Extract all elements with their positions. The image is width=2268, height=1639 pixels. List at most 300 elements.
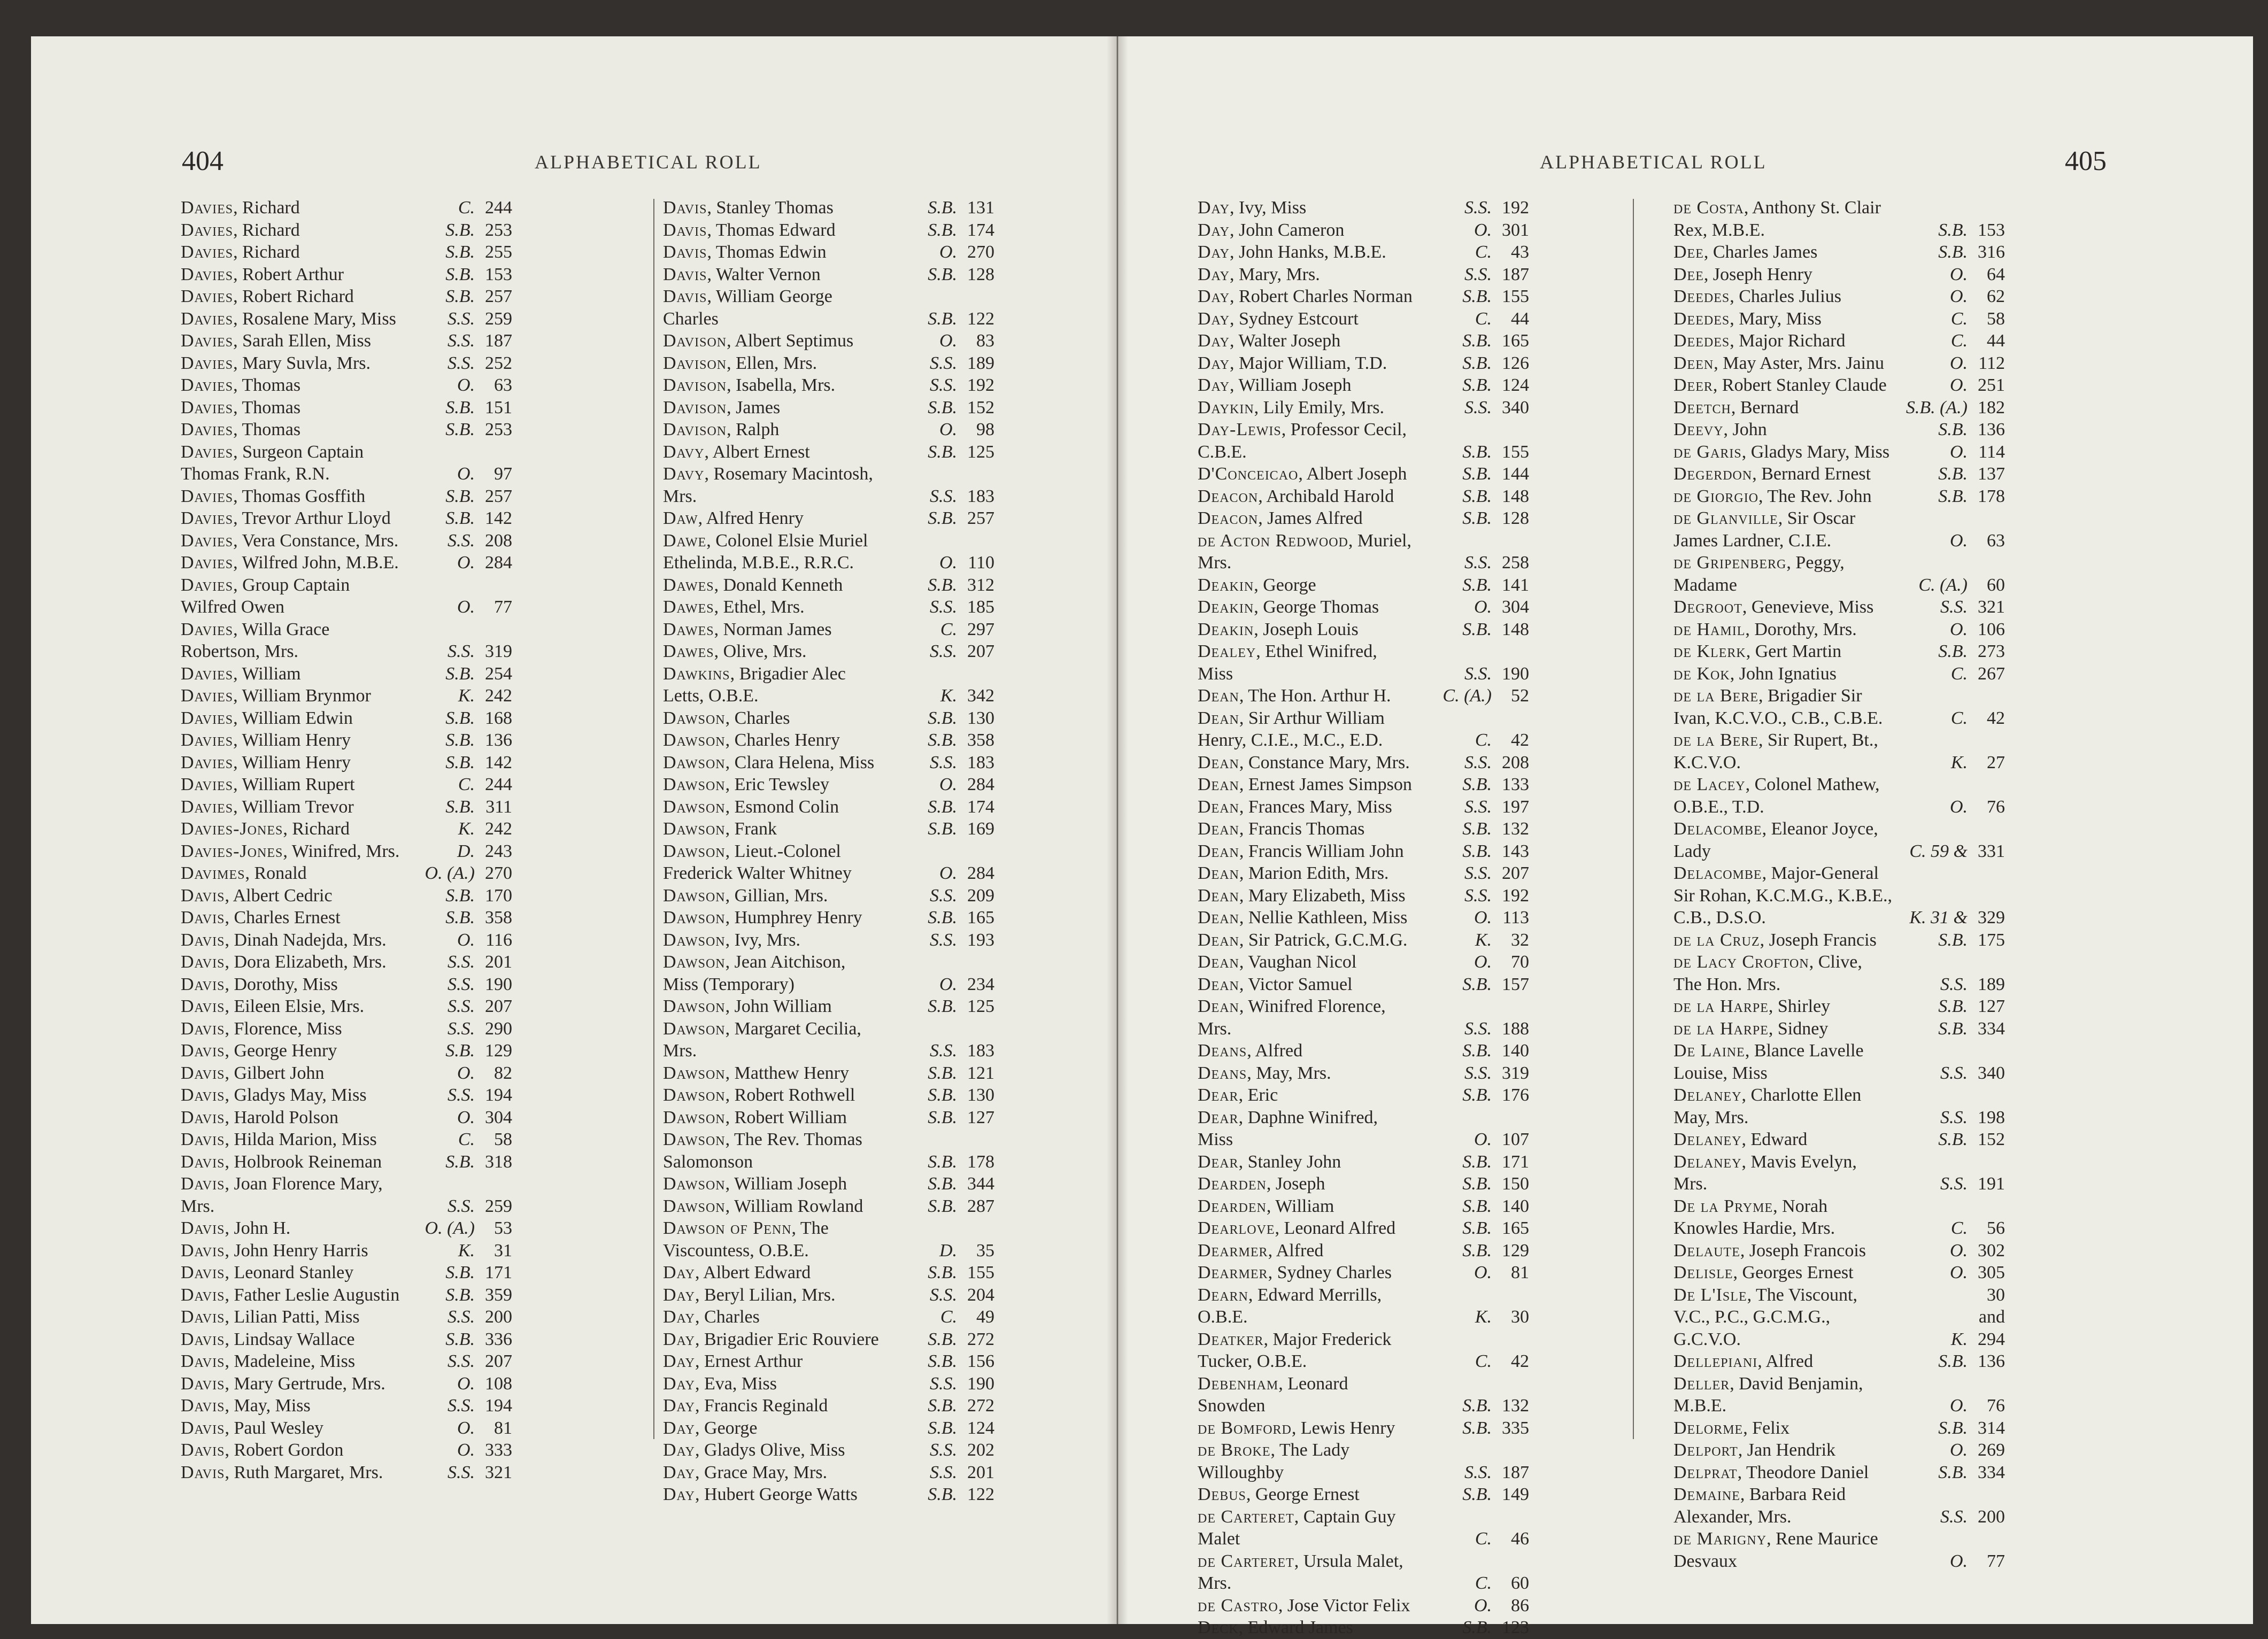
entry-name: Daykin, Lily Emily, Mrs. (1198, 397, 1385, 418)
roll-entry (181, 951, 512, 973)
entry-name: Demaine, Barbara Reid Alexander, Mrs. (1673, 1485, 1846, 1527)
entry-page-ref: 140 (1502, 1196, 1529, 1216)
entry-name: De L'Isle, The Viscount, V.C., P.C., G.C.M.G., G.C.V.O. (1673, 1285, 1857, 1349)
roll-entry (1673, 552, 2005, 596)
entry-page-ref: 314 (1978, 1418, 2005, 1438)
roll-entry (1673, 241, 2005, 264)
roll-entry (181, 197, 512, 219)
entry-grade-code: S.S. (930, 1373, 957, 1394)
entry-name: Day, John Hanks, M.B.E. (1198, 242, 1386, 262)
entry-name: Dawson, Matthew Henry (663, 1063, 849, 1083)
entry-grade-code: O. (1949, 1240, 1968, 1261)
roll-entry (1198, 995, 1529, 1040)
entry-name: Day, Hubert George Watts (663, 1485, 858, 1504)
entry-name: Davis, Thomas Edward (663, 220, 836, 240)
entry-grade-code: S.B. (1462, 353, 1492, 373)
roll-entry (181, 1328, 512, 1351)
roll-entry (181, 1217, 512, 1240)
entry-page-ref: 42 (1511, 1351, 1529, 1371)
roll-entry (181, 507, 512, 530)
roll-entry (1198, 219, 1529, 242)
entry-grade-code: S.B. (1462, 375, 1492, 395)
roll-entry (663, 885, 994, 907)
entry-name: Dawson of Penn, The Viscountess, O.B.E. (663, 1218, 829, 1261)
roll-entry (181, 308, 512, 330)
entry-name: Davies, Thomas (181, 397, 301, 418)
entry-name: Dawson, Eric Tewsley (663, 775, 829, 794)
entry-grade-code: S.S. (1464, 663, 1492, 684)
entry-grade-code: S.B. (1462, 1485, 1492, 1504)
entry-grade-code: S.S. (448, 1196, 475, 1216)
entry-name: Davis, Robert Gordon (181, 1440, 344, 1460)
entry-page-ref: 301 (1502, 220, 1529, 240)
entry-page-ref: 126 (1502, 353, 1529, 373)
roll-entry (1673, 929, 2005, 952)
roll-entry (181, 1462, 512, 1484)
entry-grade-code: K. (458, 686, 475, 706)
entry-grade-code: K. 31 & (1909, 908, 1968, 927)
entry-name: Davis, Charles Ernest (181, 908, 341, 927)
roll-entry (663, 241, 994, 264)
roll-entry (663, 752, 994, 774)
roll-entry (1673, 1084, 2005, 1128)
entry-page-ref: 201 (485, 952, 512, 972)
entry-page-ref: 209 (967, 885, 994, 906)
roll-entry (181, 330, 512, 352)
roll-entry (1673, 685, 2005, 729)
entry-page-ref: 155 (1502, 442, 1529, 462)
entry-grade-code: S.S. (448, 308, 475, 329)
entry-grade-code: S.S. (1940, 974, 1968, 994)
entry-grade-code: C. (1950, 1218, 1968, 1238)
entry-page-ref: 137 (1978, 464, 2005, 484)
entry-grade-code: S.B. (928, 198, 957, 218)
roll-entry (181, 685, 512, 707)
entry-grade-code: S.B. (928, 1196, 957, 1216)
entry-name: Dean, Constance Mary, Mrs. (1198, 752, 1410, 772)
roll-entry (663, 441, 994, 463)
entry-page-ref: 125 (967, 442, 994, 462)
roll-entry (181, 419, 512, 441)
entry-grade-code: D. (457, 841, 475, 861)
entry-name: Delaney, Mavis Evelyn, Mrs. (1673, 1151, 1857, 1194)
entry-page-ref: 340 (1978, 1063, 2005, 1083)
entry-page-ref: 82 (494, 1063, 512, 1083)
entry-grade-code: D. (939, 1240, 957, 1261)
entry-page-ref: 358 (485, 908, 512, 927)
roll-entry (1198, 1173, 1529, 1195)
entry-page-ref: 244 (485, 775, 512, 794)
roll-entry (181, 774, 512, 796)
entry-name: Day, Mary, Mrs. (1198, 264, 1320, 284)
entry-grade-code: S.B. (445, 797, 475, 817)
entry-grade-code: S.S. (930, 375, 957, 395)
entry-page-ref: 174 (967, 220, 994, 240)
roll-entry (1198, 951, 1529, 973)
entry-name: Day, Ivy, Miss (1198, 198, 1307, 218)
roll-entry (1198, 752, 1529, 774)
entry-page-ref: 132 (1502, 1396, 1529, 1416)
roll-entry (181, 1128, 512, 1151)
entry-page-ref: 136 (485, 730, 512, 750)
entry-name: Davis, Madeleine, Miss (181, 1351, 356, 1371)
entry-grade-code: C. (458, 775, 475, 794)
book-gutter (1107, 36, 1128, 1624)
entry-grade-code: S.S. (930, 1041, 957, 1061)
roll-entry (1673, 1040, 2005, 1084)
entry-grade-code: C. (1475, 1573, 1492, 1593)
roll-entry (1198, 1617, 1529, 1639)
entry-grade-code: S.B. (1462, 508, 1492, 528)
entry-name: Day, John Cameron (1198, 220, 1345, 240)
entry-name: Dearden, William (1198, 1196, 1334, 1216)
entry-page-ref: 165 (967, 908, 994, 927)
roll-entry (663, 951, 994, 995)
entry-page-ref: 201 (967, 1462, 994, 1482)
entry-name: Davis, Paul Wesley (181, 1418, 324, 1438)
roll-entry (181, 907, 512, 929)
entry-name: Deacon, Archibald Harold (1198, 486, 1394, 506)
roll-entry (663, 1350, 994, 1373)
entry-page-ref: 44 (1511, 308, 1529, 329)
entry-grade-code: O. (457, 553, 475, 573)
entry-page-ref: 110 (968, 553, 994, 573)
entry-grade-code: S.S. (930, 885, 957, 906)
entry-page-ref: 302 (1978, 1240, 2005, 1261)
entry-page-ref: 42 (1987, 708, 2005, 728)
entry-name: de Garis, Gladys Mary, Miss (1673, 442, 1890, 462)
entry-name: Davis, Eileen Elsie, Mrs. (181, 996, 365, 1016)
entry-grade-code: O. (1949, 353, 1968, 373)
entry-grade-code: S.S. (448, 641, 475, 661)
roll-entry (181, 1240, 512, 1262)
entry-name: Dean, The Hon. Arthur H. (1198, 686, 1391, 706)
entry-page-ref: 76 (1987, 797, 2005, 817)
entry-page-ref: 42 (1511, 730, 1529, 750)
entry-name: Davies, Richard (181, 198, 300, 218)
entry-name: Davies, Thomas Gosffith (181, 486, 366, 506)
entry-grade-code: S.S. (1464, 863, 1492, 883)
roll-entry (181, 552, 512, 574)
roll-entry (663, 1084, 994, 1107)
entry-name: Deacon, James Alfred (1198, 508, 1363, 528)
roll-entry (181, 1173, 512, 1217)
entry-grade-code: O. (1949, 442, 1968, 462)
entry-grade-code: S.B. (1938, 242, 1968, 262)
entry-page-ref: 342 (967, 686, 994, 706)
roll-entry (663, 596, 994, 619)
entry-page-ref: 319 (1502, 1063, 1529, 1083)
entry-name: Davies, Willa Grace Robertson, Mrs. (181, 619, 330, 661)
roll-entry (1673, 397, 2005, 419)
entry-grade-code: S.S. (448, 1085, 475, 1105)
entry-grade-code: S.B. (1462, 1041, 1492, 1061)
roll-entry (663, 707, 994, 730)
entry-name: de Marigny, Rene Maurice Desvaux (1673, 1529, 1878, 1571)
roll-entry (663, 330, 994, 352)
entry-grade-code: S.B. (1938, 1462, 1968, 1482)
entry-name: Dearmer, Alfred (1198, 1240, 1324, 1261)
entry-page-ref: 112 (1978, 353, 2005, 373)
entry-grade-code: S.S. (1464, 752, 1492, 772)
entry-grade-code: S.S. (1464, 198, 1492, 218)
entry-page-ref: 56 (1987, 1218, 2005, 1238)
entry-page-ref: 175 (1978, 930, 2005, 950)
roll-entry (1673, 640, 2005, 663)
entry-name: de Hamil, Dorothy, Mrs. (1673, 619, 1857, 639)
entry-grade-code: O. (939, 775, 957, 794)
roll-entry (1198, 862, 1529, 885)
entry-page-ref: 106 (1978, 619, 2005, 639)
entry-name: Dean, Nellie Kathleen, Miss (1198, 908, 1408, 927)
roll-entry (1673, 1528, 2005, 1572)
roll-entry (181, 840, 512, 863)
entry-page-ref: 148 (1502, 486, 1529, 506)
roll-column-2 (663, 197, 994, 1506)
entry-page-ref: 198 (1978, 1107, 2005, 1127)
entry-grade-code: C. (A.) (1918, 575, 1968, 595)
entry-page-ref: 60 (1511, 1573, 1529, 1593)
entry-name: Day, Grace May, Mrs. (663, 1462, 828, 1482)
entry-name: Davis, George Henry (181, 1041, 337, 1061)
entry-name: Davies-Jones, Winifred, Mrs. (181, 841, 400, 861)
entry-page-ref: 340 (1502, 397, 1529, 418)
entry-name: Davies, Rosalene Mary, Miss (181, 308, 396, 329)
roll-entry (1198, 463, 1529, 485)
entry-grade-code: S.S. (930, 1285, 957, 1305)
roll-entry (663, 1128, 994, 1173)
entry-grade-code: S.S. (448, 1351, 475, 1371)
entry-grade-code: S.B. (928, 1329, 957, 1349)
entry-page-ref: 131 (967, 198, 994, 218)
entry-name: Day, Robert Charles Norman (1198, 287, 1413, 306)
entry-page-ref: 183 (967, 752, 994, 772)
entry-name: Davison, Ellen, Mrs. (663, 353, 817, 373)
entry-grade-code: C. (1475, 730, 1492, 750)
entry-page-ref: 113 (1502, 908, 1529, 927)
entry-grade-code: C. (A.) (1442, 686, 1492, 706)
roll-entry (181, 796, 512, 818)
entry-name: Davies, Wilfred John, M.B.E. (181, 553, 399, 573)
roll-entry (181, 397, 512, 419)
entry-page-ref: 142 (485, 508, 512, 528)
entry-page-ref: 132 (1502, 819, 1529, 839)
entry-grade-code: S.B. (445, 1151, 475, 1172)
entry-grade-code: S.S. (1464, 397, 1492, 418)
roll-entry (1673, 1151, 2005, 1195)
entry-name: de Costa, Anthony St. Clair Rex, M.B.E. (1673, 198, 1881, 240)
entry-page-ref: 142 (485, 752, 512, 772)
entry-name: Dee, Joseph Henry (1673, 264, 1812, 284)
entry-name: Davis, John H. (181, 1218, 291, 1238)
entry-page-ref: 207 (1502, 863, 1529, 883)
entry-page-ref: 171 (1502, 1151, 1529, 1172)
entry-page-ref: 97 (494, 464, 512, 484)
roll-entry (181, 1373, 512, 1395)
entry-name: Davis, Lilian Patti, Miss (181, 1307, 360, 1327)
roll-entry (663, 619, 994, 641)
entry-page-ref: 86 (1511, 1595, 1529, 1615)
entry-name: Deakin, George Thomas (1198, 597, 1379, 617)
entry-grade-code: S.B. (1462, 1151, 1492, 1172)
entry-grade-code: O. (A.) (425, 1218, 475, 1238)
entry-page-ref: 127 (967, 1107, 994, 1127)
entry-name: Dear, Eric (1198, 1085, 1278, 1105)
entry-page-ref: 136 (1978, 420, 2005, 439)
entry-page-ref: 63 (1987, 530, 2005, 551)
roll-entry (1198, 1040, 1529, 1062)
entry-name: Deans, Alfred (1198, 1041, 1303, 1061)
entry-name: Davis, Florence, Miss (181, 1018, 342, 1039)
entry-page-ref: 141 (1502, 575, 1529, 595)
entry-page-ref: 44 (1987, 331, 2005, 351)
entry-grade-code: C. (1950, 331, 1968, 351)
entry-page-ref: 140 (1502, 1041, 1529, 1061)
column-divider (653, 199, 654, 1439)
entry-page-ref: 149 (1502, 1485, 1529, 1504)
roll-entry (663, 1107, 994, 1129)
roll-entry (663, 1328, 994, 1351)
entry-grade-code: O. (457, 464, 475, 484)
entry-name: Day, Albert Edward (663, 1263, 811, 1282)
roll-entry (1673, 507, 2005, 552)
entry-page-ref: 318 (485, 1151, 512, 1172)
entry-page-ref: 152 (967, 397, 994, 418)
entry-name: Dearden, Joseph (1198, 1174, 1325, 1194)
entry-grade-code: S.B. (445, 1041, 475, 1061)
entry-name: Davies, Vera Constance, Mrs. (181, 530, 399, 551)
entry-grade-code: S.B. (928, 708, 957, 728)
entry-grade-code: S.B. (1462, 575, 1492, 595)
entry-grade-code: S.B. (1462, 287, 1492, 306)
entry-name: de Kok, John Ignatius (1673, 663, 1837, 684)
entry-page-ref: 130 (967, 708, 994, 728)
entry-grade-code: S.S. (448, 1462, 475, 1482)
entry-name: Dawes, Ethel, Mrs. (663, 597, 805, 617)
entry-grade-code: S.B. (928, 264, 957, 284)
entry-grade-code: O. (1949, 619, 1968, 639)
roll-entry (1198, 530, 1529, 574)
roll-entry (1198, 685, 1529, 707)
entry-name: Davis, Mary Gertrude, Mrs. (181, 1373, 385, 1394)
entry-grade-code: S.B. (445, 1263, 475, 1282)
roll-entry (1673, 264, 2005, 286)
entry-page-ref: 190 (1502, 663, 1529, 684)
roll-column-4 (1673, 197, 2005, 1572)
roll-entry (663, 1417, 994, 1440)
entry-name: Dear, Stanley John (1198, 1151, 1341, 1172)
roll-entry (181, 1084, 512, 1107)
entry-name: de la Harpe, Sidney (1673, 1018, 1829, 1039)
roll-entry (1673, 774, 2005, 818)
entry-grade-code: S.B. (1462, 1085, 1492, 1105)
entry-grade-code: S.S. (1464, 1063, 1492, 1083)
entry-page-ref: 189 (1978, 974, 2005, 994)
entry-grade-code: C. (940, 619, 957, 639)
entry-page-ref: 155 (1502, 287, 1529, 306)
entry-page-ref: 133 (1502, 775, 1529, 794)
entry-name: de la Harpe, Shirley (1673, 996, 1831, 1016)
entry-page-ref: 259 (485, 308, 512, 329)
entry-name: Day, William Joseph (1198, 375, 1352, 395)
entry-page-ref: 257 (967, 508, 994, 528)
entry-page-ref: 70 (1511, 952, 1529, 972)
entry-name: Dawson, Esmond Colin (663, 797, 839, 817)
entry-page-ref: 267 (1978, 663, 2005, 684)
entry-name: Davies, Trevor Arthur Lloyd (181, 508, 391, 528)
entry-page-ref: 169 (967, 819, 994, 839)
entry-grade-code: S.B. (1462, 1196, 1492, 1216)
entry-grade-code: S.B. (1938, 420, 1968, 439)
entry-name: Day, Sydney Estcourt (1198, 308, 1359, 329)
roll-entry (663, 419, 994, 441)
entry-page-ref: 336 (485, 1329, 512, 1349)
roll-entry (1673, 308, 2005, 330)
entry-page-ref: 58 (1987, 308, 2005, 329)
entry-page-ref: 130 (967, 1085, 994, 1105)
entry-grade-code: O. (457, 1418, 475, 1438)
entry-page-ref: 192 (1502, 885, 1529, 906)
entry-grade-code: S.S. (448, 353, 475, 373)
entry-page-ref: 190 (967, 1373, 994, 1394)
entry-page-ref: 98 (976, 420, 994, 439)
roll-entry (1198, 264, 1529, 286)
entry-page-ref: 329 (1978, 908, 2005, 927)
entry-name: Day, George (663, 1418, 758, 1438)
entry-name: Day, Gladys Olive, Miss (663, 1440, 845, 1460)
entry-name: Day, Brigadier Eric Rouviere (663, 1329, 879, 1349)
roll-entry (181, 352, 512, 375)
entry-grade-code: S.B. (928, 730, 957, 750)
entry-name: Davies, William Trevor (181, 797, 354, 817)
entry-page-ref: 128 (967, 264, 994, 284)
roll-entry (663, 1062, 994, 1085)
entry-grade-code: O. (1474, 908, 1492, 927)
entry-name: Deer, Robert Stanley Claude (1673, 375, 1887, 395)
roll-entry (663, 840, 994, 885)
entry-grade-code: S.B. (445, 708, 475, 728)
entry-page-ref: 334 (1978, 1462, 2005, 1482)
entry-name: Davis, Dinah Nadejda, Mrs. (181, 930, 387, 950)
entry-name: Day, Major William, T.D. (1198, 353, 1387, 373)
entry-grade-code: S.S. (930, 353, 957, 373)
entry-name: Davies, William Henry (181, 752, 351, 772)
roll-entry (1198, 485, 1529, 508)
entry-name: de la Bere, Sir Rupert, Bt., K.C.V.O. (1673, 730, 1878, 772)
entry-grade-code: S.S. (448, 331, 475, 351)
entry-page-ref: 204 (967, 1285, 994, 1305)
entry-grade-code: S.B. (1938, 996, 1968, 1016)
entry-name: Davies, William Brynmor (181, 686, 371, 706)
entry-grade-code: O. (1474, 1263, 1492, 1282)
entry-name: de Klerk, Gert Martin (1673, 641, 1842, 661)
roll-entry (1673, 197, 2005, 241)
roll-entry (1673, 1128, 2005, 1151)
roll-column-1 (181, 197, 512, 1483)
roll-entry (663, 219, 994, 242)
entry-grade-code: S.B. (445, 508, 475, 528)
roll-entry (1198, 1439, 1529, 1483)
entry-grade-code: S.B. (928, 797, 957, 817)
entry-grade-code: O. (457, 1107, 475, 1127)
entry-grade-code: S.B. (928, 1351, 957, 1371)
roll-entry (663, 1284, 994, 1306)
entry-page-ref: 35 (976, 1240, 994, 1261)
entry-page-ref: 192 (967, 375, 994, 395)
roll-entry (1673, 419, 2005, 441)
entry-page-ref: 273 (1978, 641, 2005, 661)
entry-page-ref: 319 (485, 641, 512, 661)
